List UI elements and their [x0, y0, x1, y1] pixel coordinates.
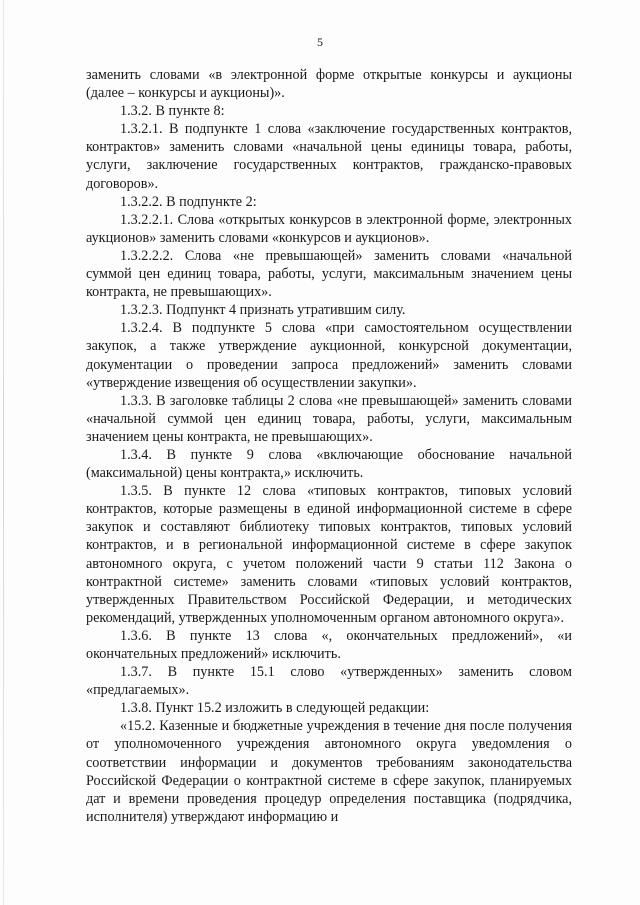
paragraph: 1.3.6. В пункте 13 слова «, окончательных предложений», «и окончательных предложений» исключить. [86, 627, 572, 662]
scan-edge [3, 0, 4, 905]
paragraph: 1.3.2.2.2. Слова «не превышающей» заменить словами «начальной суммой цен единиц товара, работы, услуги, максимальным значением цены контракта, не превышающих». [86, 247, 572, 301]
paragraph: 1.3.4. В пункте 9 слова «включающие обоснование начальной (максимальной) цены контракта,» исключить. [86, 446, 572, 482]
paragraph: заменить словами «в электронной форме открытые конкурсы и аукционы (далее – конкурсы и аукционы)». [86, 67, 572, 102]
page-number: 5 [317, 35, 323, 49]
paragraph: 1.3.2.3. Подпункт 4 признать утратившим силу. [120, 302, 406, 319]
paragraph: «15.2. Казенные и бюджетные учреждения в течение дня после получения от уполномоченного учреждения автономного округа уведомления о соответствии информации и документов требованиям законодательства Российской Федерации о контрактной системе в сфере закупок, планируемых дат и времени проведения процедур определения поставщика (подрядчика, исполнителя) утверждают информацию и [86, 718, 572, 825]
paragraph: 1.3.3. В заголовке таблицы 2 слова «не превышающей» заменить словами «начальной суммой цен единиц товара, работы, услуги, максимальным значением цены контракта, не превышающих». [86, 392, 572, 445]
paragraph: 1.3.2. В пункте 8: [120, 103, 225, 120]
paragraph: 1.3.2.2. В подпункте 2: [120, 193, 257, 210]
paragraph: 1.3.2.2.1. Слова «открытых конкурсов в электронной форме, электронных аукционов» заменить словами «конкурсов и аукционов». [86, 211, 572, 246]
paragraph: 1.3.5. В пункте 12 слова «типовых контрактов, типовых условий контрактов, которые размещены в единой информационной системе в сфере закупок и составляют библиотеку типовых контрактов, типовых условий контрактов, и в региональной информационной системе в сфере закупок автономного округа, с учетом положений части 9 статьи 112 Закона о контрактной системе» заменить словами «типовых условий контрактов, утвержденных Правительством Российской Федерации, и методических рекомендаций, утвержденных уполномоченным органом автономного округа». [86, 483, 572, 626]
paragraph: 1.3.2.4. В подпункте 5 слова «при самостоятельном осуществлении закупок, а также утверждение аукционной, конкурсной документации, документации о проведении запроса предложений» заменить словами «утверждение извещения об осуществлении закупки». [86, 320, 572, 391]
paragraph: 1.3.7. В пункте 15.1 слово «утвержденных» заменить словом «предлагаемых». [86, 664, 572, 699]
document-body [86, 66, 572, 826]
paragraph: 1.3.8. Пункт 15.2 изложить в следующей редакции: [120, 700, 430, 717]
paragraph: 1.3.2.1. В подпункте 1 слова «заключение государственных контрактов, контрактов» заменить словами «начальной цены единицы товара, работы, услуги, заключение государственных контрактов, гражданско-правовых договоров». [86, 121, 572, 192]
